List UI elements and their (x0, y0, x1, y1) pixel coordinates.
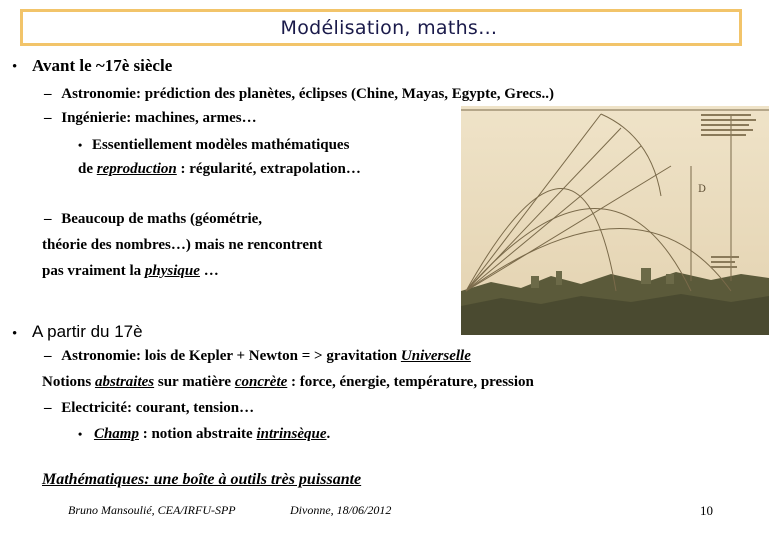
reproduction-pre: de (78, 161, 97, 177)
dash: – (44, 110, 52, 126)
maths-line-1 (44, 211, 262, 228)
astronomy-text: Astronomie: prédiction des planètes, éclipses (Chine, Mayas, Egypte, Grecs..) (61, 86, 554, 102)
notions-mid: sur matière (154, 374, 235, 390)
kepler-pre: Astronomie: lois de Kepler + Newton = > gravitation (61, 348, 401, 364)
reproduction-line (78, 161, 361, 178)
electricity-line (44, 400, 254, 417)
sub-bullet-line (78, 137, 349, 154)
conclusion-text: Mathématiques: une boîte à outils très puissante (42, 471, 362, 488)
reproduction-post: : régularité, extrapolation… (176, 161, 361, 177)
dash: – (44, 86, 52, 102)
sub-bullet: • (78, 427, 83, 441)
dash: – (44, 348, 52, 364)
abstraites-em: abstraites (94, 374, 155, 390)
dash: – (44, 211, 52, 227)
section2-heading: A partir du 17è (32, 322, 143, 341)
maths-line-2: théorie des nombres…) mais ne rencontrent (42, 237, 323, 253)
engraving-svg (461, 106, 769, 335)
maths-pre: pas vraiment la (42, 263, 145, 279)
models-text: Essentiellement modèles mathématiques (91, 137, 350, 153)
champ-em: Champ (93, 426, 139, 442)
universelle-em: Universelle (400, 348, 471, 364)
trajectory-engraving-image (461, 106, 769, 335)
section1-heading: Avant le ~17è siècle (32, 56, 173, 75)
reproduction-em: reproduction (96, 161, 177, 177)
engraving-label: D (698, 184, 707, 195)
notions-post: : force, énergie, température, pression (287, 374, 534, 390)
footer-date: Divonne, 18/06/2012 (290, 503, 392, 517)
engineering-text: Ingénierie: machines, armes… (61, 110, 257, 126)
sub-bullet: • (78, 138, 83, 152)
title-box (20, 9, 742, 46)
champ-mid: : notion abstraite (138, 426, 257, 442)
list-item (44, 110, 257, 127)
bullet: • (12, 326, 18, 342)
notions-pre: Notions (42, 374, 95, 390)
notions-line (42, 374, 534, 391)
physique-em: physique (144, 263, 200, 279)
bullet: • (12, 59, 18, 75)
champ-post: . (326, 426, 331, 442)
list-item (44, 86, 554, 103)
maths-line-3 (42, 263, 219, 280)
dash: – (44, 400, 52, 416)
maths-text-1: Beaucoup de maths (géométrie, (61, 211, 263, 227)
maths-post: … (199, 263, 219, 279)
kepler-line (44, 348, 471, 365)
champ-line (78, 426, 330, 443)
concrete-em: concrète (234, 374, 288, 390)
electricity-text: Electricité: courant, tension… (61, 400, 255, 416)
footer-author: Bruno Mansoulié, CEA/IRFU-SPP (68, 503, 236, 517)
intrinseque-em: intrinsèque (256, 426, 327, 442)
slide-title: Modélisation, maths… (280, 17, 498, 39)
page-number: 10 (700, 503, 713, 518)
